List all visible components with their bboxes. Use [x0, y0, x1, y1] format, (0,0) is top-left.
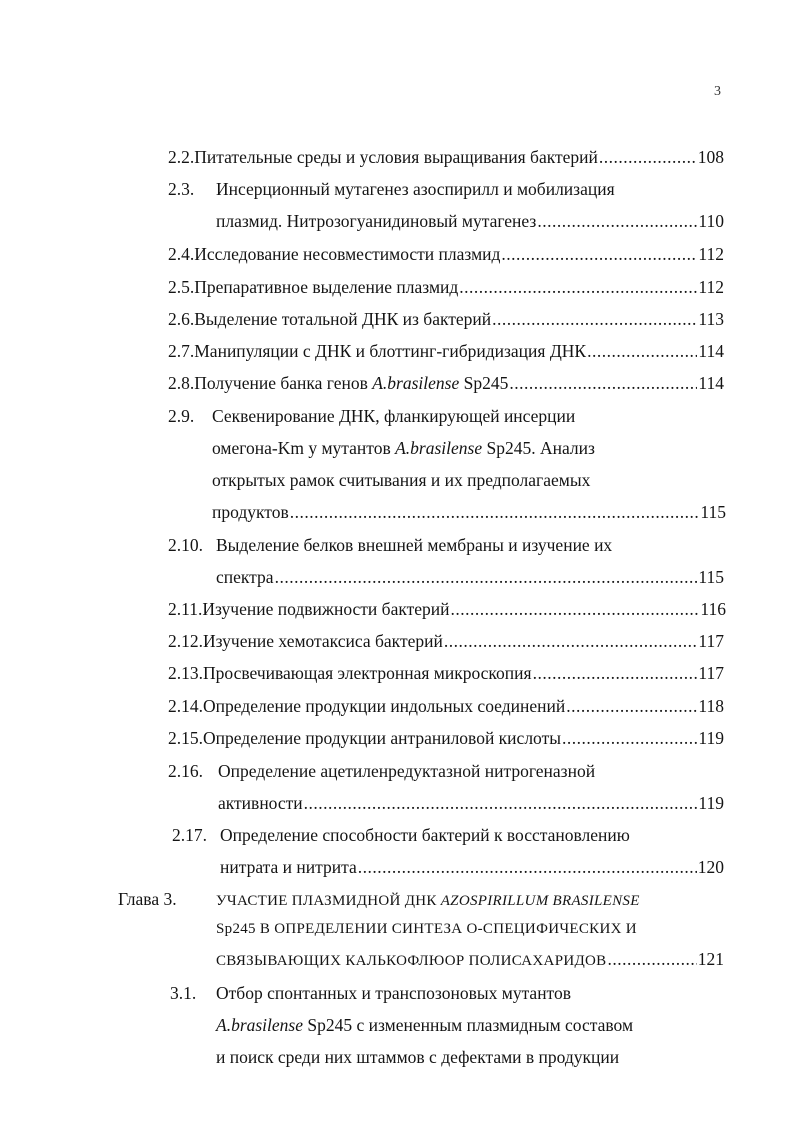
page-ref: 110: [698, 211, 724, 231]
toc-chapter-3: [118, 888, 724, 910]
toc-entry-2-10-cont: [216, 566, 724, 588]
page-ref: 114: [698, 373, 724, 393]
title-text: Sp245 с измененным плазмидным составом: [303, 1015, 634, 1035]
toc-entry-2-7: [168, 340, 724, 362]
toc-chapter-3-cont1: [216, 918, 724, 940]
page-ref: 121: [697, 949, 724, 969]
title-text: омегона-Km у мутантов: [212, 438, 396, 458]
section-title-cont: открытых рамок считывания и их предполагаемых: [212, 470, 591, 490]
section-number: 2.15.: [168, 728, 203, 748]
toc-entry-2-10: [168, 534, 724, 556]
section-title-cont: активности: [218, 793, 303, 813]
section-title-cont: нитрата и нитрита: [220, 857, 357, 877]
leader-dots: [566, 695, 697, 717]
leader-dots: [562, 727, 697, 749]
section-number: 2.2.: [168, 147, 195, 167]
section-number: 2.6.: [168, 309, 195, 329]
leader-dots: [509, 372, 697, 394]
page-ref: 119: [698, 793, 724, 813]
section-number: 2.7.: [168, 341, 195, 361]
toc-entry-2-9-cont3: [212, 501, 726, 523]
section-number: 2.13.: [168, 663, 203, 683]
species-name: A.brasilense: [395, 438, 483, 458]
leader-dots: [501, 243, 697, 265]
chapter-number: Глава 3.: [118, 889, 177, 909]
page-ref: 113: [698, 309, 724, 329]
page-ref: 112: [698, 244, 724, 264]
toc-entry-2-13: [168, 662, 724, 684]
toc-entry-2-16: [168, 760, 724, 782]
section-number: 2.14.: [168, 696, 203, 716]
page-ref: 120: [697, 857, 724, 877]
toc-entry-2-17: [172, 824, 728, 846]
section-number: 2.5.: [168, 277, 195, 297]
section-number: 2.3.: [168, 179, 195, 199]
page-ref: 112: [698, 277, 724, 297]
section-title: Изучение хемотаксиса бактерий: [203, 631, 443, 651]
leader-dots: [444, 630, 698, 652]
section-title-cont: продуктов: [212, 502, 289, 522]
chapter-title-cont: Sp245 В ОПРЕДЕЛЕНИИ СИНТЕЗА О-СПЕЦИФИЧЕСКИХ И: [216, 921, 637, 937]
toc-entry-2-8: [168, 372, 724, 394]
section-title: Манипуляции с ДНК и блоттинг-гибридизация ДНК: [194, 341, 587, 361]
section-title: Определение способности бактерий к восстановлению: [220, 825, 630, 845]
toc-chapter-3-cont2: [216, 948, 724, 970]
section-title: Отбор спонтанных и транспозоновых мутантов: [216, 983, 571, 1003]
section-title: Питательные среды и условия выращивания бактерий: [194, 147, 598, 167]
leader-dots: [358, 856, 697, 878]
section-title-cont: плазмид. Нитрозогуанидиновый мутагенез: [216, 211, 537, 231]
page-ref: 118: [698, 696, 724, 716]
page-ref: 108: [697, 147, 724, 167]
section-title: Препаративное выделение плазмид: [194, 277, 459, 297]
toc-entry-2-3: [168, 178, 724, 200]
toc-entry-2-3-cont: [216, 210, 724, 232]
page-number: 3: [714, 84, 721, 99]
species-name: A.brasilense: [216, 1015, 304, 1035]
leader-dots: [492, 308, 697, 330]
page-ref: 115: [700, 502, 726, 522]
chapter-title-cont: СВЯЗЫВАЮЩИХ КАЛЬКОФЛЮОР ПОЛИСАХАРИДОВ: [216, 953, 607, 969]
page-ref: 117: [698, 631, 724, 651]
toc-entry-2-15: [168, 727, 724, 749]
page-ref: 116: [700, 599, 726, 619]
leader-dots: [587, 340, 697, 362]
section-title: Определение продукции антраниловой кислоты: [203, 728, 561, 748]
toc-entry-2-9: [168, 405, 724, 427]
leader-dots: [607, 948, 696, 970]
toc-entry-2-2: [168, 146, 724, 168]
toc-entry-2-16-cont: [218, 792, 724, 814]
title-text: Получение банка генов: [194, 373, 373, 393]
leader-dots: [290, 501, 700, 523]
section-title: Инсерционный мутагенез азоспирилл и мобилизация: [216, 179, 615, 199]
leader-dots: [304, 792, 698, 814]
section-number: 2.17.: [172, 825, 207, 845]
toc-entry-3-1-cont1: [216, 1014, 724, 1036]
leader-dots: [459, 276, 697, 298]
chapter-title: [216, 890, 640, 912]
section-title: Определение ацетиленредуктазной нитрогеназной: [218, 761, 596, 781]
page-ref: 119: [698, 728, 724, 748]
toc-entry-2-5: [168, 276, 724, 298]
strain-text: Sp245: [459, 373, 509, 393]
page-ref: 117: [698, 663, 724, 683]
section-title: Выделение тотальной ДНК из бактерий: [194, 309, 492, 329]
leader-dots: [451, 598, 700, 620]
section-number: 2.4.: [168, 244, 195, 264]
toc-entry-2-12: [168, 630, 724, 652]
section-number: 2.12.: [168, 631, 203, 651]
section-number: 2.10.: [168, 535, 203, 555]
page-ref: 114: [698, 341, 724, 361]
species-name: A.brasilense: [372, 373, 460, 393]
toc-entry-2-6: [168, 308, 724, 330]
section-number: 3.1.: [170, 983, 197, 1003]
section-number: 2.16.: [168, 761, 203, 781]
section-title-cont: спектра: [216, 567, 274, 587]
leader-dots: [599, 146, 697, 168]
section-title: Исследование несовместимости плазмид: [194, 244, 501, 264]
toc-entry-2-4: [168, 243, 724, 265]
toc-entry-2-9-cont1: [212, 437, 724, 459]
section-number: 2.9.: [168, 406, 195, 426]
species-name: AZOSPIRILLUM BRASILENSE: [440, 893, 640, 909]
leader-dots: [537, 210, 697, 232]
section-title: Просвечивающая электронная микроскопия: [203, 663, 532, 683]
section-number: 2.11.: [168, 599, 203, 619]
toc-entry-2-11: [168, 598, 726, 620]
toc-entry-3-1-cont2: [216, 1046, 724, 1068]
strain-text: Sp245. Анализ: [482, 438, 595, 458]
page-ref: 115: [698, 567, 724, 587]
leader-dots: [275, 566, 698, 588]
section-title: Изучение подвижности бактерий: [202, 599, 450, 619]
section-title-cont: и поиск среди них штаммов с дефектами в продукции: [216, 1047, 620, 1067]
toc-entry-2-17-cont: [220, 856, 724, 878]
section-title-cont: [212, 437, 595, 459]
section-title: [194, 372, 508, 394]
toc-entry-3-1: [170, 982, 726, 1004]
section-title-cont: [216, 1014, 633, 1036]
title-text: УЧАСТИЕ ПЛАЗМИДНОЙ ДНК: [216, 893, 441, 909]
leader-dots: [533, 662, 698, 684]
section-title: Определение продукции индольных соединений: [203, 696, 566, 716]
toc-entry-2-14: [168, 695, 724, 717]
section-number: 2.8.: [168, 373, 195, 393]
section-title: Выделение белков внешней мембраны и изучение их: [216, 535, 613, 555]
toc-entry-2-9-cont2: [212, 469, 724, 491]
section-title: Секвенирование ДНК, фланкирующей инсерции: [212, 406, 576, 426]
